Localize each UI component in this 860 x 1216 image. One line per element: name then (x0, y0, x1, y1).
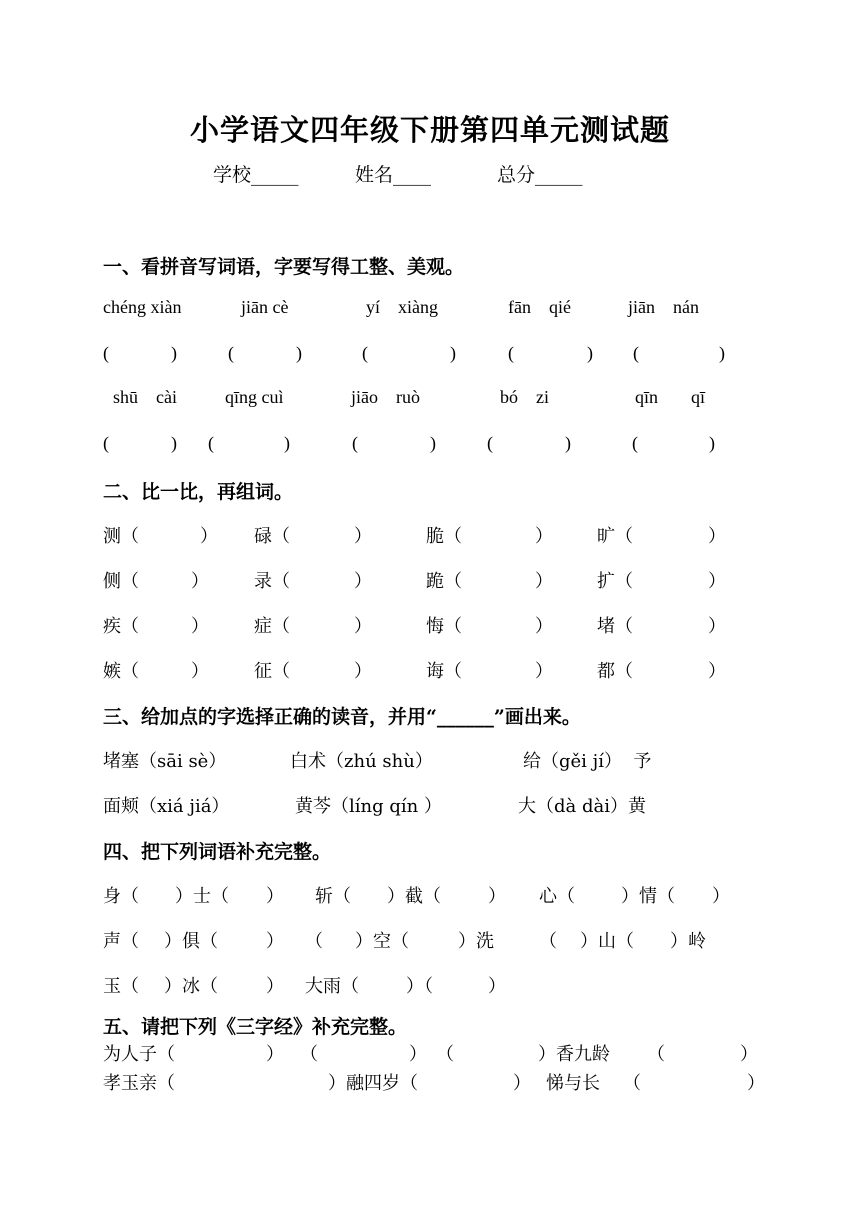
idiom-part: （ (305, 931, 323, 952)
pinyin: jiān cè (241, 297, 289, 317)
answer-paren: ) (565, 433, 571, 453)
classic-part: （ (436, 1044, 454, 1065)
char-paren: ） (708, 526, 726, 547)
answer-paren: ( (208, 433, 214, 453)
char-paren: ） (191, 661, 209, 682)
reading-item: 白术（zhú shù） (290, 751, 433, 772)
char-paren: ） (354, 526, 372, 547)
answer-paren: ) (719, 343, 725, 363)
answer-paren: ( (362, 343, 368, 363)
idiom-part: ）岭 (670, 931, 706, 952)
char-item: 侧（ (103, 571, 139, 592)
answer-paren: ) (171, 343, 177, 363)
char-paren: ） (354, 616, 372, 637)
pinyin: jiāo ruò (351, 387, 420, 407)
char-paren: ） (535, 571, 553, 592)
section-3-heading: 三、给加点的字选择正确的读音，并用“______”画出来。 (103, 706, 581, 728)
reading-item: 堵塞（sāi sè） (103, 751, 227, 772)
char-item: 症（ (254, 616, 290, 637)
idiom-part: 身（ (103, 886, 139, 907)
char-item: 扩（ (597, 571, 633, 592)
pinyin: chéng xiàn (103, 297, 182, 317)
reading-item: 给（gěi jí） 予 (523, 751, 652, 772)
idiom-part: 大雨（ (305, 976, 359, 997)
char-item: 嫉（ (103, 661, 139, 682)
char-item: 脆（ (426, 526, 462, 547)
answer-paren: ) (284, 433, 290, 453)
answer-paren: ( (508, 343, 514, 363)
idiom-part: ）（ (406, 976, 433, 997)
idiom-part: ）情（ (621, 886, 675, 907)
classic-part: 悌与长 (546, 1073, 600, 1094)
char-paren: ） (191, 571, 209, 592)
classic-part: ） (513, 1073, 531, 1094)
char-paren: ） (200, 526, 218, 547)
answer-paren: ( (103, 343, 109, 363)
answer-paren: ( (352, 433, 358, 453)
answer-paren: ( (228, 343, 234, 363)
idiom-part: ） (266, 886, 284, 907)
char-item: 跪（ (426, 571, 462, 592)
idiom-part: ） (488, 886, 506, 907)
answer-paren: ( (103, 433, 109, 453)
idiom-part: ） (266, 976, 284, 997)
char-item: 堵（ (597, 616, 633, 637)
idiom-part: ）士（ (175, 886, 229, 907)
pinyin: jiān nán (628, 297, 699, 317)
char-item: 旷（ (597, 526, 633, 547)
char-item: 录（ (254, 571, 290, 592)
score-field: 总分_____ (497, 164, 583, 186)
section-4-heading: 四、把下列词语补充完整。 (103, 841, 332, 863)
reading-item: 大（dà dài）黄 (518, 796, 646, 817)
school-field: 学校_____ (213, 164, 299, 186)
answer-paren: ( (487, 433, 493, 453)
char-item: 测（ (103, 526, 139, 547)
char-paren: ） (708, 616, 726, 637)
classic-part: （ (300, 1044, 318, 1065)
answer-paren: ( (633, 343, 639, 363)
char-paren: ） (535, 526, 553, 547)
idiom-part: 声（ (103, 931, 139, 952)
char-item: 疾（ (103, 616, 139, 637)
char-paren: ） (191, 616, 209, 637)
reading-item: 面颊（xiá jiá） (103, 796, 230, 817)
pinyin: yí xiàng (366, 297, 438, 317)
char-item: 悔（ (426, 616, 462, 637)
idiom-part: 玉（ (103, 976, 139, 997)
page-title: 小学语文四年级下册第四单元测试题 (189, 113, 670, 147)
answer-paren: ) (296, 343, 302, 363)
classic-part: ）香九龄 (538, 1044, 610, 1065)
section-2-heading: 二、比一比，再组词。 (103, 481, 294, 503)
pinyin: fān qié (508, 297, 571, 317)
pinyin: bó zi (500, 387, 549, 407)
classic-part: ） (740, 1044, 758, 1065)
idiom-part: ）俱（ (164, 931, 218, 952)
answer-paren: ) (709, 433, 715, 453)
answer-paren: ( (632, 433, 638, 453)
idiom-part: 斩（ (315, 886, 351, 907)
answer-paren: ) (171, 433, 177, 453)
char-item: 碌（ (254, 526, 290, 547)
classic-part: ） (266, 1044, 284, 1065)
char-item: 都（ (597, 661, 633, 682)
char-paren: ） (535, 616, 553, 637)
idiom-part: ）山（ (580, 931, 634, 952)
answer-paren: ) (587, 343, 593, 363)
char-item: 诲（ (426, 661, 462, 682)
idiom-part: ）截（ (387, 886, 441, 907)
classic-part: 为人子（ (103, 1044, 175, 1065)
reading-item: 黄芩（líng qín ） (295, 796, 442, 817)
answer-paren: ) (450, 343, 456, 363)
classic-part: ） (409, 1044, 427, 1065)
pinyin: qīn (635, 387, 659, 407)
char-paren: ） (535, 661, 553, 682)
pinyin: qīng cuì (225, 387, 284, 407)
char-item: 征（ (254, 661, 290, 682)
classic-part: ） (747, 1073, 765, 1094)
classic-part: （ (623, 1073, 641, 1094)
answer-paren: ) (430, 433, 436, 453)
classic-part: （ (647, 1044, 665, 1065)
idiom-part: ）空（ (355, 931, 409, 952)
classic-part: 孝玉亲（ (103, 1073, 175, 1094)
char-paren: ） (354, 571, 372, 592)
classic-part: ）融四岁（ (328, 1073, 418, 1094)
section-5-heading: 五、请把下列《三字经》补充完整。 (103, 1016, 408, 1038)
pinyin: qī (691, 387, 706, 407)
name-field: 姓名____ (355, 164, 432, 186)
char-paren: ） (708, 571, 726, 592)
idiom-part: （ (539, 931, 557, 952)
pinyin: shū cài (113, 387, 177, 407)
idiom-part: ） (266, 931, 284, 952)
char-paren: ） (708, 661, 726, 682)
idiom-part: 心（ (539, 886, 575, 907)
char-paren: ） (354, 661, 372, 682)
idiom-part: ）冰（ (164, 976, 218, 997)
idiom-part: ）洗 (458, 931, 494, 952)
idiom-part: ） (488, 976, 506, 997)
section-1-heading: 一、看拼音写词语，字要写得工整、美观。 (103, 256, 465, 278)
idiom-part: ） (712, 886, 730, 907)
